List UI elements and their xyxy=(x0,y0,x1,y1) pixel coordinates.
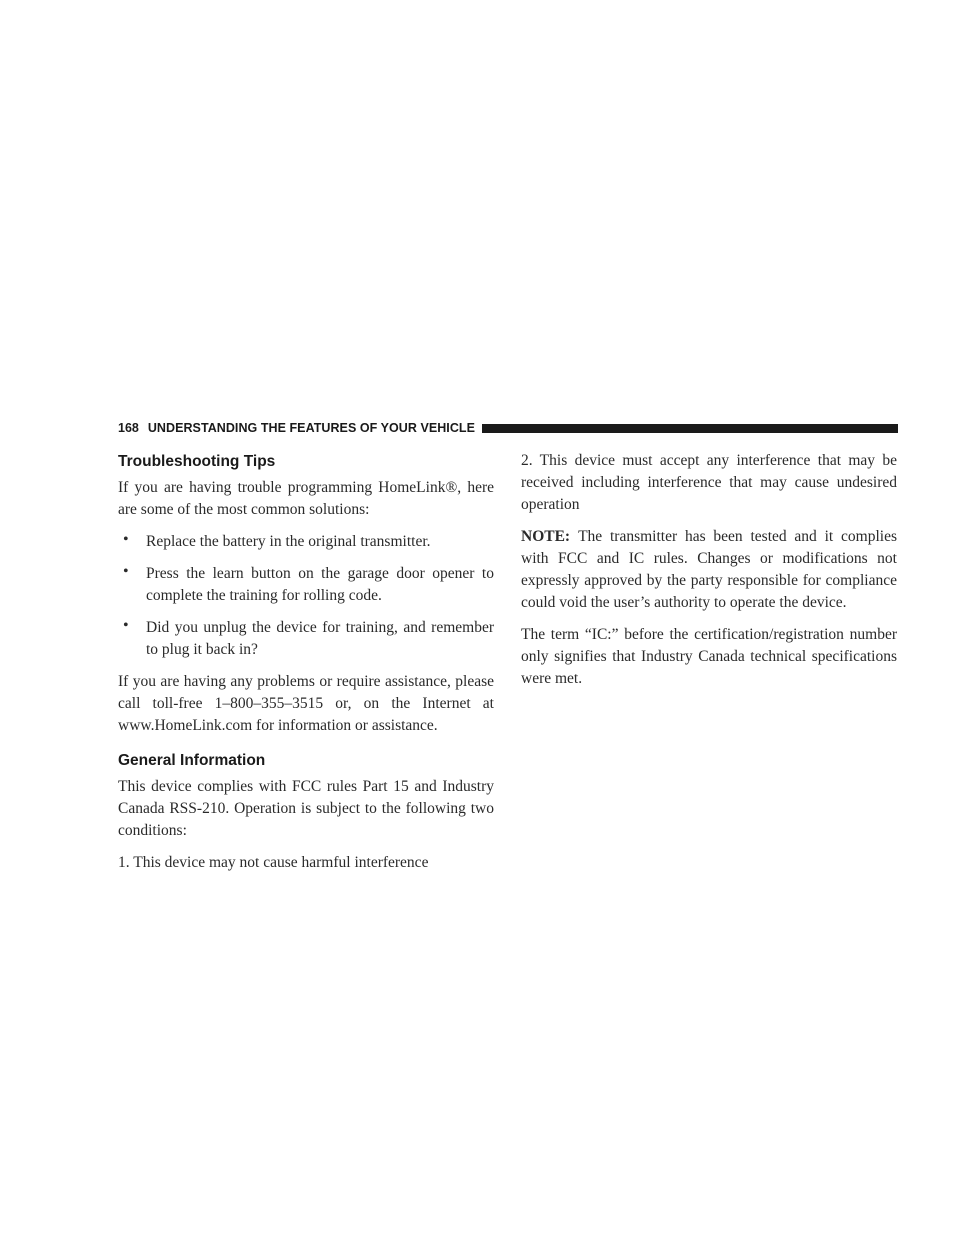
bullet-icon: • xyxy=(123,563,129,580)
bullet-icon: • xyxy=(123,617,129,634)
left-column xyxy=(118,450,494,874)
bullet-text: Replace the battery in the original transmitter. xyxy=(146,533,431,550)
ic-paragraph: The term “IC:” before the certification/registration number only signifies that Industry Canada technical specifications were met. xyxy=(521,626,897,687)
contact-paragraph: If you are having any problems or require assistance, please call toll-free 1–800–355–3515 or, on the Internet at www.HomeLink.com for information or assistance. xyxy=(118,673,494,734)
note-label: NOTE: xyxy=(521,528,571,545)
page-number: 168 xyxy=(118,421,139,435)
note-text: The transmitter has been tested and it complies with FCC and IC rules. Changes or modifications not expressly approved by the party responsible for compliance could void the user’s authority to operate the device. xyxy=(521,528,897,611)
bullet-text: Press the learn button on the garage door opener to complete the training for rolling code. xyxy=(146,565,494,604)
condition-1: 1. This device may not cause harmful interference xyxy=(118,854,429,871)
list-item xyxy=(118,531,494,553)
troubleshooting-heading: Troubleshooting Tips xyxy=(118,453,276,470)
header-rule xyxy=(482,424,898,433)
note-paragraph xyxy=(521,526,897,614)
general-intro: This device complies with FCC rules Part 15 and Industry Canada RSS-210. Operation is subject to the following two conditions: xyxy=(118,778,494,839)
bullet-icon: • xyxy=(123,531,129,548)
general-information-heading: General Information xyxy=(118,752,266,769)
right-column xyxy=(521,450,897,700)
list-item xyxy=(118,617,494,661)
bullet-text: Did you unplug the device for training, and remember to plug it back in? xyxy=(146,619,494,658)
list-item xyxy=(118,563,494,607)
page-header xyxy=(118,420,898,436)
condition-2: 2. This device must accept any interference that may be received including interference that may cause undesired operation xyxy=(521,452,897,513)
troubleshooting-intro: If you are having trouble programming HomeLink®, here are some of the most common solutions: xyxy=(118,479,494,518)
chapter-title: UNDERSTANDING THE FEATURES OF YOUR VEHICLE xyxy=(147,421,475,435)
